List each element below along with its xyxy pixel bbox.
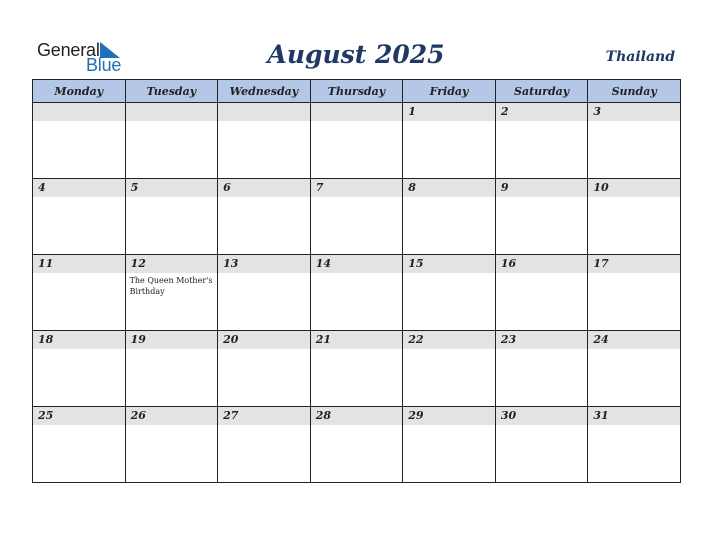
day-header-bar [588,331,680,349]
day-number: 8 [408,181,416,194]
day-header-bar [403,255,495,273]
weekday-header-friday: Friday [403,80,496,103]
day-number: 13 [223,257,239,270]
day-header-bar [403,407,495,425]
day-header-bar [33,407,125,425]
holiday-event: The Queen Mother's Birthday [129,276,213,296]
week-row [33,179,681,255]
day-cell [403,103,496,179]
day-number: 2 [500,105,509,118]
day-number: 29 [408,409,424,422]
empty-day-cell [125,103,218,179]
day-cell [588,103,681,179]
calendar-body [33,103,681,483]
day-header-bar [496,407,588,425]
day-header-bar [588,255,680,273]
day-number: 1 [408,105,416,118]
day-header-bar [311,255,403,273]
day-cell [310,331,403,407]
day-number: 19 [130,333,146,346]
day-number: 21 [315,333,331,346]
day-header-bar [311,179,403,197]
day-number: 25 [38,409,54,422]
day-cell [495,103,588,179]
day-cell [33,179,126,255]
day-number: 28 [315,409,331,422]
day-cell [588,255,681,331]
day-header-bar [126,255,218,273]
weekday-header-row [33,80,681,103]
day-header-bar [496,179,588,197]
day-number: 5 [130,181,139,194]
day-number: 27 [223,409,239,422]
day-cell [218,179,311,255]
day-header-bar [311,331,403,349]
day-cell [495,331,588,407]
day-header-bar [311,103,403,121]
day-cell [403,179,496,255]
day-header-bar [403,103,495,121]
day-header-bar [126,407,218,425]
week-row [33,103,681,179]
day-number: 16 [500,257,517,270]
day-cell [588,331,681,407]
day-cell [495,407,588,483]
day-cell [588,407,681,483]
day-header-bar [403,179,495,197]
day-number: 4 [38,181,46,194]
day-cell [310,255,403,331]
day-number: 30 [500,409,517,422]
day-cell [125,255,218,331]
day-cell [403,255,496,331]
day-number: 14 [315,257,331,270]
day-header-bar [218,331,310,349]
day-header-bar [218,179,310,197]
logo-text-general: General [37,40,100,60]
day-number: 3 [593,105,602,118]
day-header-bar [496,331,588,349]
week-row [33,407,681,483]
day-cell [403,331,496,407]
day-number: 12 [130,257,146,270]
weekday-header-sunday: Sunday [588,80,681,103]
day-number: 15 [408,257,424,270]
day-cell [588,179,681,255]
day-cell [218,331,311,407]
day-number: 31 [593,409,609,422]
day-number: 10 [593,181,609,194]
day-header-bar [33,179,125,197]
empty-day-cell [33,103,126,179]
day-cell [33,255,126,331]
day-number: 26 [130,409,146,422]
day-header-bar [126,179,218,197]
day-cell [125,407,218,483]
day-header-bar [218,103,310,121]
calendar-grid [32,79,681,483]
weekday-header-monday: Monday [33,80,126,103]
day-cell [495,255,588,331]
day-header-bar [126,331,218,349]
day-cell [218,255,311,331]
day-cell [218,407,311,483]
day-header-bar [126,103,218,121]
day-header-bar [218,407,310,425]
day-cell [403,407,496,483]
day-header-bar [311,407,403,425]
day-cell [310,407,403,483]
empty-day-cell [218,103,311,179]
weekday-header-saturday: Saturday [495,80,588,103]
day-header-bar [588,179,680,197]
empty-day-cell [310,103,403,179]
country-label: Thailand [605,49,675,65]
day-number: 17 [593,257,609,270]
day-number: 23 [500,333,517,346]
day-number: 18 [38,333,54,346]
day-number: 6 [223,181,231,194]
weekday-header-thursday: Thursday [310,80,403,103]
calendar-title: August 2025 [267,40,445,69]
day-number: 20 [223,333,239,346]
day-header-bar [588,407,680,425]
day-cell [310,179,403,255]
logo-text-blue: Blue [86,55,122,75]
day-cell [125,331,218,407]
day-header-bar [588,103,680,121]
day-cell [125,179,218,255]
day-header-bar [33,255,125,273]
day-number: 7 [315,181,324,194]
day-header-bar [403,331,495,349]
day-number: 9 [500,181,509,194]
day-header-bar [218,255,310,273]
weekday-header-tuesday: Tuesday [125,80,218,103]
weekday-header-wednesday: Wednesday [218,80,311,103]
day-header-bar [33,331,125,349]
week-row [33,255,681,331]
day-header-bar [496,255,588,273]
day-header-bar [33,103,125,121]
day-number: 24 [593,333,609,346]
week-row [33,331,681,407]
day-number: 22 [408,333,424,346]
day-cell [33,331,126,407]
day-header-bar [496,103,588,121]
day-number: 11 [38,257,54,270]
day-cell [495,179,588,255]
day-cell [33,407,126,483]
